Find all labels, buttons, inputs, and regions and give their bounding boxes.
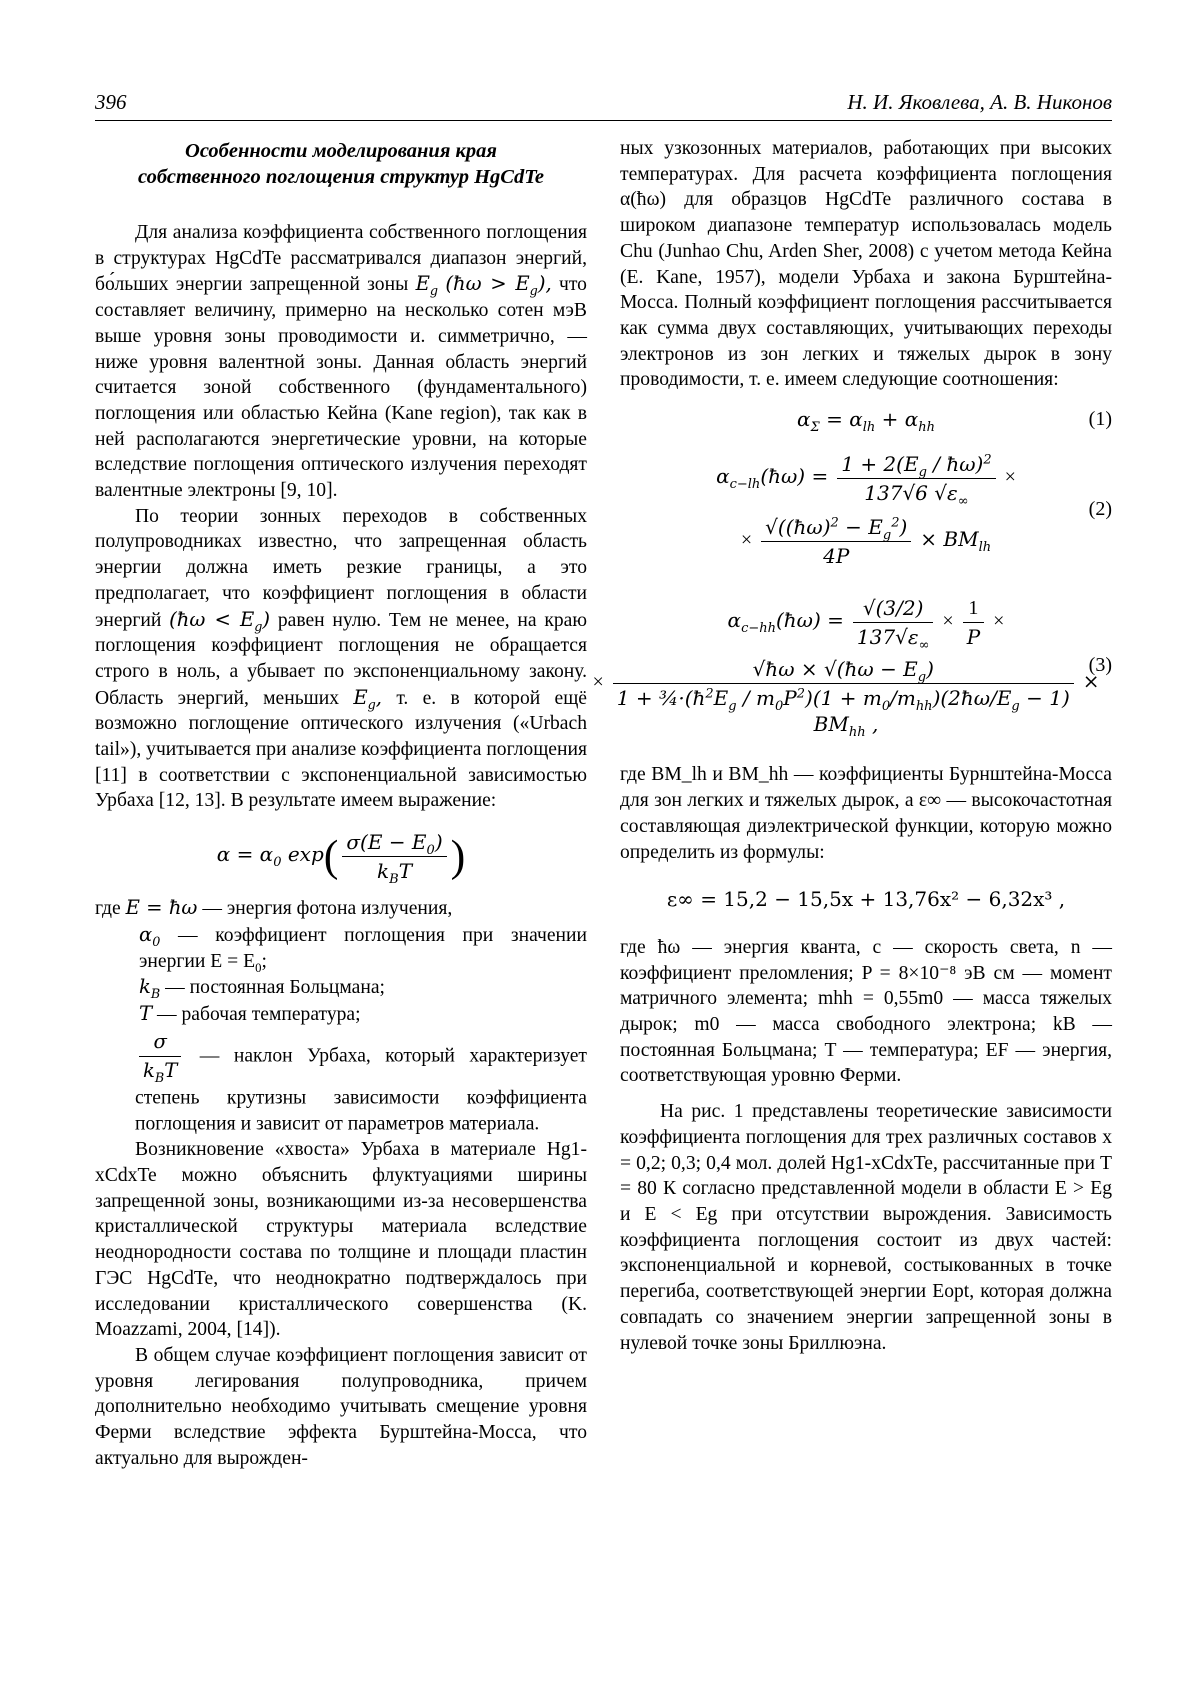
left-column: Особенности моделирования края собственного поглощения структур HgCdTe Для анализа коэффициента собственного поглощения в структурах HgCdTe рассматривался диапазон энергий, бо́льших энергии запрещенной зоны $E_g$ (ħω > $E_g$), что составляет величину, примерно на несколько сотен мэВ выше уровня зоны проводимости и. симметрично, — ниже уровня валентной зоны. Данная область энергий считается зоной собственного (фундаментального) поглощения или областью Кейна (Kane region), так как в ней располагаются энергетические уровни, на которые вследствие поглощения оптического излучения переходят валентные электроны [9, 10]. По теории зонных переходов в собственных полупроводниках известно, что запрещенная область энергии должна иметь резкие границы, а это предполагает, что коэффициент поглощения в области энергий (ħω < $E_g$) равен нулю. Тем не менее, на краю поглощения коэффициент поглощения не обращается строго в ноль, а убывает по экспоненциальному закону. Область энергий, меньших $E_g$, т. е. в которой ещё возможно поглощение оптического излучения («Urbach tail»), учитывается при анализе коэффициента поглощения [11] в соответствии с экспоненциальной зависимостью Урбаха [12, 13]. В результате имеем выражение: $\alpha = \alpha_0$ exp( $\frac{\sigma(E - E_0)}{k_BT}$ ) где E = ħω — энергия фотона излучения, $\alpha_0$ — коэффициент поглощения при значении энергии $E = E_0$; $k_B$ — постоянная Больцмана; T — рабочая температура; $\frac{\sigma}{k_BT}$ — наклон Урбаха, который характеризует степень крутизны зависимости коэффициента поглощения и зависит от параметров материала. Возникновение «хвоста» Урбаха в материале Hg1-xCdxTe можно объяснить флуктуациями ширины запрещенной зоны, возникающими из-за несовершенства кристаллической структуры материала вследствие неоднородности состава по толщине и площади пластин ГЭС HgCdTe, что неоднократно подтверждалось при исследовании кристаллического совершенства (K. Moazzami, 2004, [14]). В общем случае коэффициент поглощения зависит от уровня легирования полупроводника, причем дополнительно необходимо учитывать смещение уровня Ферми вследствие эффекта Бурштейна-Мосса, что актуально для вырожден- [95, 136, 587, 1472]
section-title: Особенности моделирования края собственного поглощения структур HgCdTe [138, 140, 544, 188]
paragraph: где BM_lh и BM_hh — коэффициенты Бурнштейна-Мосса для зон легких и тяжелых дырок, а ε∞ — высокочастотная составляющая диэлектрической функции, которую можно определить из формулы: [620, 764, 1112, 863]
equation-1: $\alpha_\Sigma = \alpha_{lh} + \alpha_{hh}$ (1) [797, 407, 1112, 436]
definitions: где E = ħω — энергия фотона излучения, [95, 896, 453, 920]
equation-number: (2) [1088, 497, 1112, 520]
page-number: 396 [95, 90, 127, 114]
paragraph: где ħω — энергия кванта, c — скорость света, n — коэффициент преломления; P = 8×10⁻⁸ эВ см — момент матричного элемента; mhh = 0,55m0 — масса тяжелых дырок; m0 — масса свободного электрона; kB — постоянная Больцмана; T — температура; EF — энергия, соответствующая уровню Ферми. [620, 936, 1112, 1087]
paragraph: Для анализа коэффициента собственного поглощения в структурах HgCdTe рассматривался диапазон энергий, бо́льших энергии запрещенной зоны $E_g$ (ħω > $E_g$), что составляет величину, примерно на несколько сотен мэВ выше уровня зоны проводимости и. симметрично, — ниже уровня валентной зоны. Данная область энергий считается зоной собственного (фундаментального) поглощения или областью Кейна (Kane region), так как в ней располагаются энергетические уровни, на которые вследствие поглощения оптического излучения переходят валентные электроны [9, 10]. [95, 222, 587, 502]
paragraph: По теории зонных переходов в собственных полупроводниках известно, что запрещенная область энергии должна иметь резкие границы, а это предполагает, что коэффициент поглощения в области энергий (ħω < $E_g$) равен нулю. Тем не менее, на краю поглощения коэффициент поглощения не обращается строго в ноль, а убывает по экспоненциальному закону. Область энергий, меньших $E_g$, т. е. в которой ещё возможно поглощение оптического излучения («Urbach tail»), учитывается при анализе коэффициента поглощения [11] в соответствии с экспоненциальной зависимостью Урбаха [12, 13]. В результате имеем выражение: [95, 505, 588, 812]
equation-3: $\alpha_{c-hh}(ħ\omega)$ = $\frac{√(3/2)}{137√\varepsilon_\infty}$ × $\frac{1}{P}$ × × $\frac{√ħ\omega \times √(ħ\omega - E_g)}{1 + \frac{3}{4}\cdot(ħ^2E_g / m_0P^2)(1 + m_0/m_{hh})(2ħ\omega/E_g - 1)}$ × $BM_{hh}$ , (3) [592, 595, 1112, 740]
running-header [95, 84, 1112, 121]
paragraph: Возникновение «хвоста» Урбаха в материале Hg1-xCdxTe можно объяснить флуктуациями ширины запрещенной зоны, возникающими из-за несовершенства кристаллической структуры материала вследствие неоднородности состава по толщине и площади пластин ГЭС HgCdTe, что неоднократно подтверждалось при исследовании кристаллического совершенства (K. Moazzami, 2004, [14]). [95, 1139, 587, 1341]
paragraph: ных узкозонных материалов, работающих при высоких температурах. Для расчета коэффициента поглощения α(ħω) для образцов HgCdTe различного состава в широком диапазоне температур использовалась модель Chu (Junhao Chu, Arden Sher, 2008) с учетом метода Кейна (E. Kane, 1957), модели Урбаха и закона Бурштейна-Мосса. Полный коэффициент поглощения рассчитывается как сумма двух составляющих, учитывающих переходы электронов из зон легких и тяжелых дырок в зону проводимости, т. е. имеем следующие соотношения: [620, 138, 1112, 391]
paragraph: В общем случае коэффициент поглощения зависит от уровня легирования полупроводника, причем дополнительно необходимо учитывать смещение уровня Ферми вследствие эффекта Бурштейна-Мосса, что актуально для вырожден- [95, 1345, 587, 1469]
equation-number: (1) [1088, 408, 1112, 431]
equation-epsilon: ε∞ = 15,2 − 15,5x + 13,76x² − 6,32x³ , [666, 887, 1066, 912]
urbach-formula: $\alpha = \alpha_0$ exp( $\frac{\sigma(E - E_0)}{k_BT}$ ) [216, 830, 466, 888]
equation-2: $\alpha_{c-lh}(ħ\omega)$ = $\frac{1 + 2(E_g / ħ\omega)^2}{137√6 √\varepsilon_\infty}$ × × $\frac{√((ħ\omega)^2 - E_g^2)}{4P}$ × $BM_{lh}$ (2) [716, 451, 1112, 568]
running-authors: Н. И. Яковлева, А. В. Никонов [847, 90, 1112, 114]
right-column [592, 136, 1112, 1356]
paragraph: На рис. 1 представлены теоретические зависимости коэффициента поглощения для трех различных составов x = 0,2; 0,3; 0,4 мол. долей Hg1-xCdxTe, рассчитанные при T = 80 К согласно представленной модели в области E > Eg и E < Eg при отсутствии вырождения. Зависимость коэффициента поглощения состоит из двух частей: экспоненциальной и корневой, состыкованных в точке перегиба, соответствующей энергии Eopt, которая должна совпадать со значением энергии запрещенной зоны в нулевой точке зоны Бриллюэна. [620, 1101, 1112, 1354]
equation-number: (3) [1088, 654, 1112, 677]
